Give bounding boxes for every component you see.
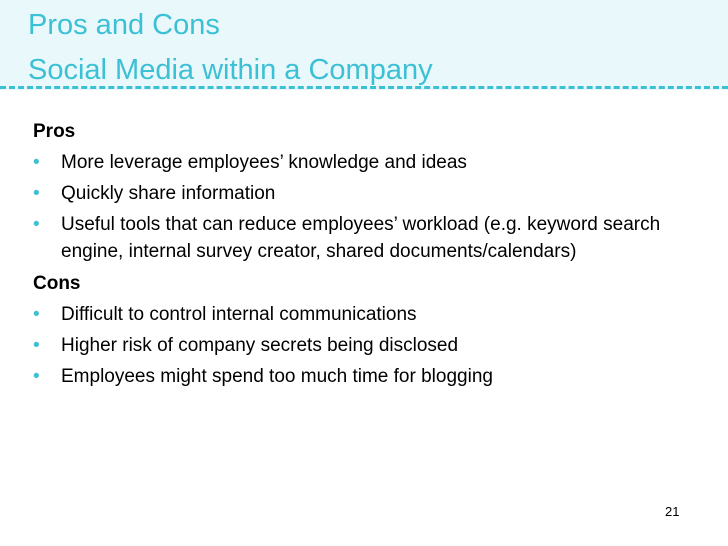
slide-body [33, 116, 693, 392]
bullet-icon: • [33, 214, 40, 235]
cons-item [33, 299, 693, 330]
cons-item-text: Higher risk of company secrets being disclosed [61, 335, 459, 356]
cons-item [33, 361, 693, 392]
pros-item [33, 211, 693, 265]
bullet-icon: • [33, 304, 40, 325]
slide-title: Pros and Cons [28, 9, 220, 41]
cons-item [33, 330, 693, 361]
cons-heading: Cons [33, 273, 81, 294]
pros-item [33, 147, 693, 178]
pros-item-text: More leverage employees’ knowledge and ideas [61, 152, 467, 173]
cons-item-text: Employees might spend too much time for blogging [61, 366, 493, 387]
slide-subtitle: Social Media within a Company [28, 54, 433, 86]
pros-item-text: Useful tools that can reduce employees’ workload (e.g. keyword search engine, internal survey creator, shared documents/calendars) [61, 214, 661, 262]
page-number: 21 [665, 504, 680, 519]
bullet-icon: • [33, 152, 40, 173]
cons-item-text: Difficult to control internal communications [61, 304, 417, 325]
bullet-icon: • [33, 366, 40, 387]
dashed-divider [0, 86, 728, 89]
pros-item [33, 178, 693, 209]
pros-heading: Pros [33, 121, 76, 142]
pros-item-text: Quickly share information [61, 183, 276, 204]
bullet-icon: • [33, 335, 40, 356]
bullet-icon: • [33, 183, 40, 204]
